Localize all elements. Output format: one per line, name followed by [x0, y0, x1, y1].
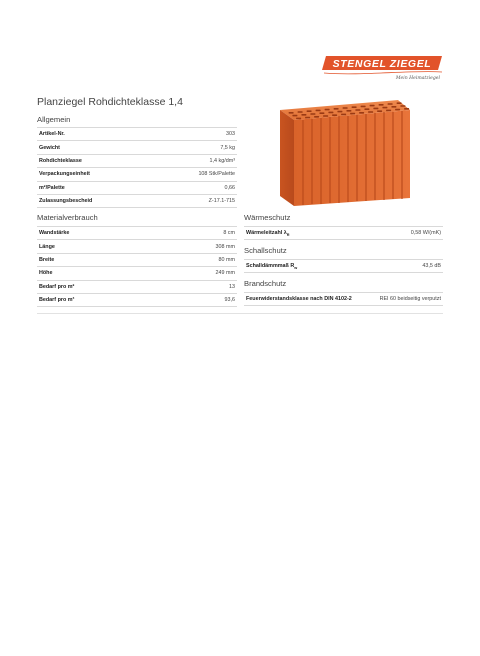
row-value: 7,5 kg [154, 141, 237, 154]
logo-brand-text: STENGEL ZIEGEL [332, 58, 432, 70]
section-heading-waermeschutz: Wärmeschutz [244, 213, 291, 222]
waermeleitzahl-label: Wärmeleitzahl $\lambda_R$ [244, 227, 360, 240]
logo-slogan-text: Mein Heimatziegel [395, 76, 440, 81]
row-value: 1,4 kg/dm³ [154, 154, 237, 167]
row-value: 249 mm [162, 267, 237, 280]
row-value: 80 mm [162, 253, 237, 266]
table-materialverbrauch [37, 226, 237, 307]
table-waermeschutz [244, 226, 443, 240]
table-brandschutz [244, 292, 443, 306]
row-label: m²/Palette [37, 181, 154, 194]
table-row [37, 141, 237, 154]
page-title: Planziegel Rohdichteklasse 1,4 [37, 96, 183, 108]
row-value: 0,66 [154, 181, 237, 194]
row-label: Höhe [37, 267, 162, 280]
feuerwiderstand-value: REI 60 beidseitig verputzt [369, 293, 443, 306]
table-row [37, 293, 237, 306]
table-row [37, 280, 237, 293]
row-label: Wandstärke [37, 227, 162, 240]
table-row [37, 240, 237, 253]
row-value: 303 [154, 128, 237, 141]
row-value: 308 mm [162, 240, 237, 253]
row-label: Bedarf pro m³ [37, 293, 162, 306]
row-value: 13 [162, 280, 237, 293]
schalldaemmmass-value: 43,5 dB [385, 260, 443, 273]
table-row [244, 260, 443, 273]
section-heading-allgemein: Allgemein [37, 115, 71, 124]
table-row [37, 253, 237, 266]
footer-divider [37, 313, 443, 314]
table-row [244, 227, 443, 240]
row-label: Artikel-Nr. [37, 128, 154, 141]
row-value: 8 cm [162, 227, 237, 240]
feuerwiderstand-label: Feuerwiderstandsklasse nach DIN 4102-2 [244, 293, 369, 306]
table-row [37, 181, 237, 194]
table-schallschutz [244, 259, 443, 273]
waermeleitzahl-value: 0,58 W/(mK) [360, 227, 443, 240]
row-label: Verpackungseinheit [37, 168, 154, 181]
table-row [37, 128, 237, 141]
row-value: 93,6 [162, 293, 237, 306]
table-row [37, 154, 237, 167]
brick-product-image [270, 96, 416, 208]
schalldaemmmass-label: Schalldämmmaß $R_w$ [244, 260, 385, 273]
row-label: Gewicht [37, 141, 154, 154]
table-allgemein [37, 127, 237, 208]
row-label: Rohdichteklasse [37, 154, 154, 167]
row-label: Zulassungsbescheid [37, 194, 154, 207]
row-label: Länge [37, 240, 162, 253]
table-row [37, 267, 237, 280]
stengel-ziegel-logo [320, 54, 444, 82]
section-heading-schallschutz: Schallschutz [244, 246, 287, 255]
row-value: Z-17.1-715 [154, 194, 237, 207]
table-row [244, 293, 443, 306]
table-row [37, 194, 237, 207]
row-label: Breite [37, 253, 162, 266]
table-row [37, 227, 237, 240]
section-heading-materialverbrauch: Materialverbrauch [37, 213, 98, 222]
table-row [37, 168, 237, 181]
row-label: Bedarf pro m² [37, 280, 162, 293]
row-value: 108 Stk/Palette [154, 168, 237, 181]
section-heading-brandschutz: Brandschutz [244, 279, 287, 288]
